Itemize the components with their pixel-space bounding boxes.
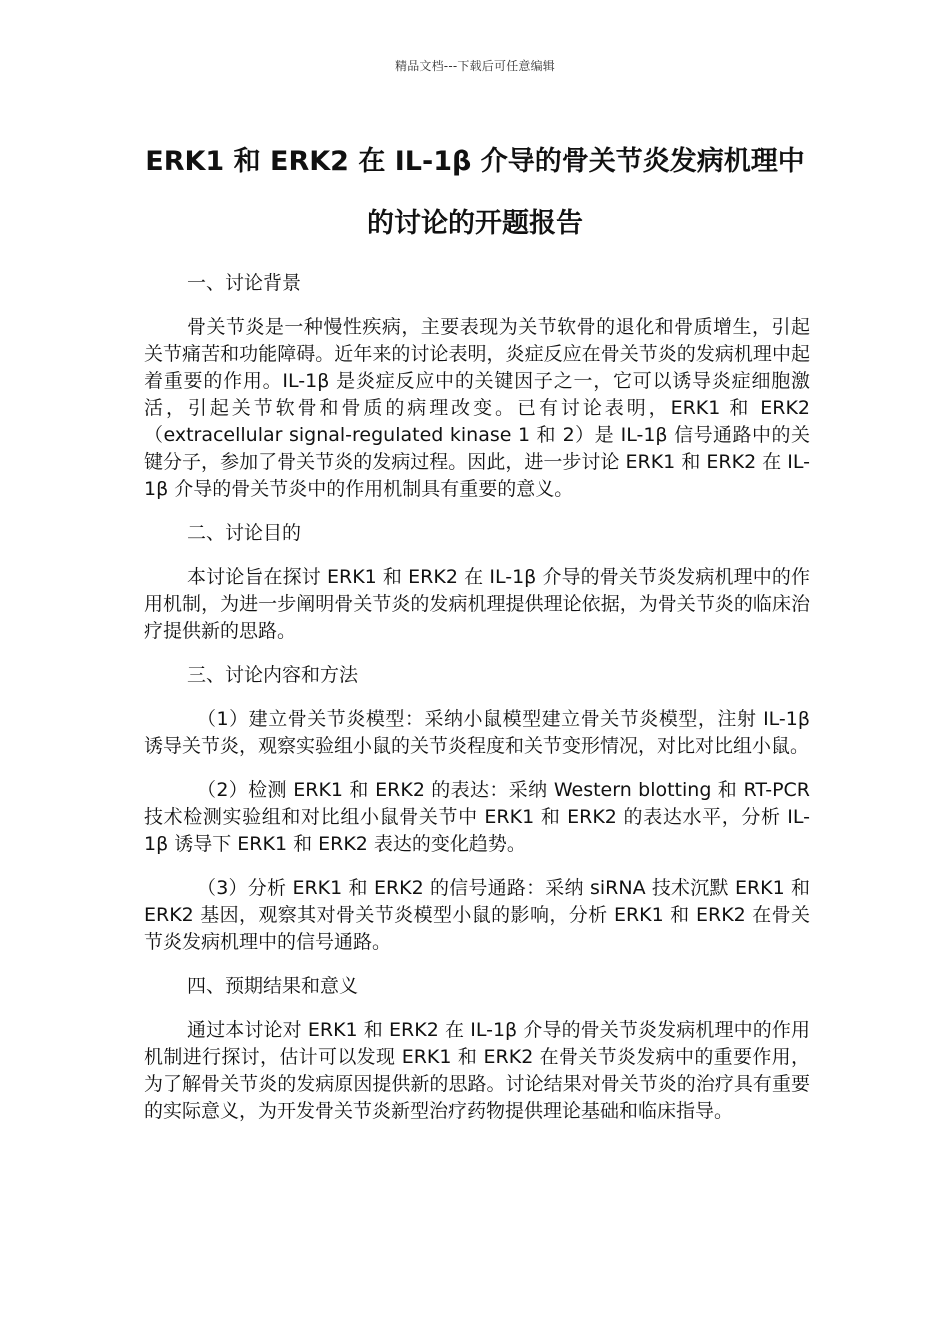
section-content-methods	[144, 662, 810, 956]
document-body	[144, 270, 810, 1142]
method-item: （1）建立骨关节炎模型：采纳小鼠模型建立骨关节炎模型，注射 IL-1β 诱导关节炎，观察实验组小鼠的关节炎程度和关节变形情况，对比对比组小鼠。	[144, 708, 810, 757]
method-item: （3）分析 ERK1 和 ERK2 的信号通路：采纳 siRNA 技术沉默 ERK1 和 ERK2 基因，观察其对骨关节炎模型小鼠的影响，分析 ERK1 和 ERK2 在骨关节炎发病机理中的信号通路。	[144, 877, 810, 953]
section-heading: 二、讨论目的	[187, 522, 302, 544]
page-header: 精品文档---下载后可任意编辑	[395, 59, 555, 73]
section-expected-results	[144, 973, 810, 1125]
method-item: （2）检测 ERK1 和 ERK2 的表达：采纳 Western blotting 和 RT-PCR 技术检测实验组和对比组小鼠骨关节中 ERK1 和 ERK2 的表达水平，分析 IL-1β 诱导下 ERK1 和 ERK2 表达的变化趋势。	[144, 779, 810, 855]
document-title-line-2: 的讨论的开题报告	[367, 208, 583, 239]
paragraph: 本讨论旨在探讨 ERK1 和 ERK2 在 IL-1β 介导的骨关节炎发病机理中的作用机制，为进一步阐明骨关节炎的发病机理提供理论依据，为骨关节炎的临床治疗提供新的思路。	[144, 566, 810, 642]
paragraph: 骨关节炎是一种慢性疾病，主要表现为关节软骨的退化和骨质增生，引起关节痛苦和功能障碍。近年来的讨论表明，炎症反应在骨关节炎的发病机理中起着重要的作用。IL-1β 是炎症反应中的关键因子之一，它可以诱导炎症细胞激活，引起关节软骨和骨质的病理改变。已有讨论表明，ERK1 和 ERK2（extracellular signal-regulated kinase 1 和 2）是 IL-1β 信号通路中的关键分子，参加了骨关节炎的发病过程。因此，进一步讨论 ERK1 和 ERK2 在 IL-1β 介导的骨关节炎中的作用机制具有重要的意义。	[144, 316, 810, 500]
document-title-line-1: ERK1 和 ERK2 在 IL-1β 介导的骨关节炎发病机理中	[145, 146, 805, 177]
section-heading: 四、预期结果和意义	[187, 975, 359, 997]
paragraph: 通过本讨论对 ERK1 和 ERK2 在 IL-1β 介导的骨关节炎发病机理中的作用机制进行探讨，估计可以发现 ERK1 和 ERK2 在骨关节炎发病中的重要作用，为了解骨关节炎的发病原因提供新的思路。讨论结果对骨关节炎的治疗具有重要的实际意义，为开发骨关节炎新型治疗药物提供理论基础和临床指导。	[144, 1019, 810, 1122]
document-title	[120, 131, 830, 255]
section-background	[144, 270, 810, 503]
section-heading: 三、讨论内容和方法	[187, 664, 359, 686]
section-heading: 一、讨论背景	[187, 272, 302, 294]
section-purpose	[144, 520, 810, 645]
